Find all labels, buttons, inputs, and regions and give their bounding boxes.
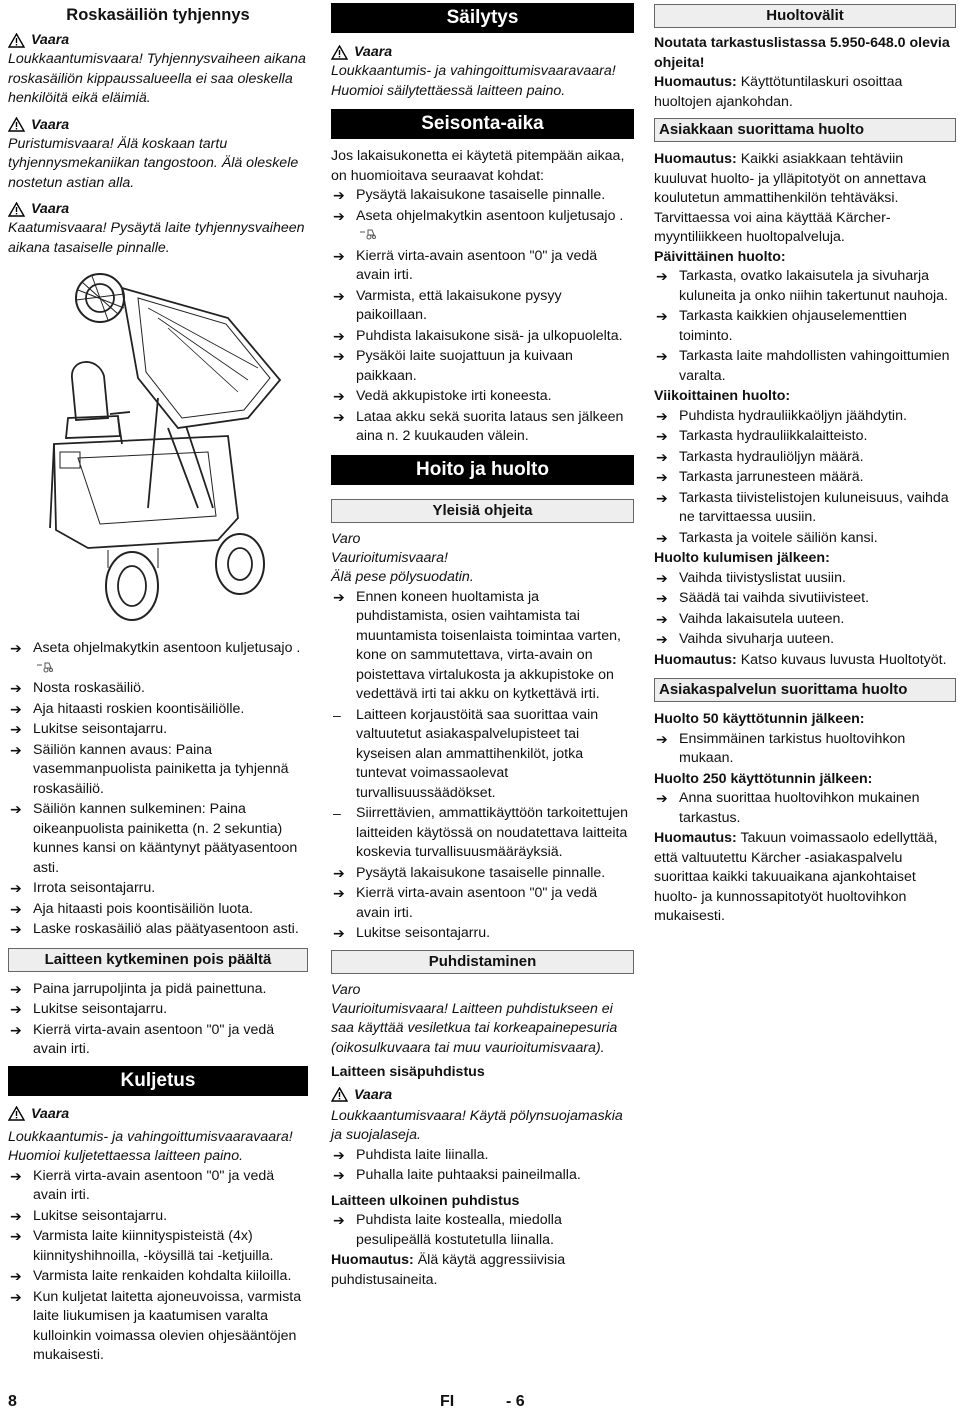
warning-label bbox=[331, 1085, 634, 1105]
list-item: ➔ Säädä tai vaihda sivutiivisteet. bbox=[654, 589, 956, 609]
list-item: ➔ Tarkasta ja voitele säiliön kansi. bbox=[654, 529, 956, 549]
arrow-right-icon: ➔ bbox=[656, 407, 668, 424]
list-item: ➔ Vedä akkupistoke irti koneesta. bbox=[331, 387, 634, 407]
arrow-right-icon: ➔ bbox=[10, 1167, 22, 1184]
arrow-right-icon: ➔ bbox=[333, 207, 345, 224]
subheading-outside-cleaning: Laitteen ulkoinen puhdistus bbox=[331, 1192, 520, 1209]
warning-triangle-icon bbox=[331, 45, 348, 60]
note: Huomautus: Kaikki asiakkaan tehtäviin kuuluvat huolto- ja ylläpitotyöt on annettava koulutetun ammattihenkilön tehtäväksi. Tarvittaessa voi aina käyttää Kärcher-myyntiliikkeen huoltopalveluja. bbox=[654, 151, 927, 245]
h50-steps bbox=[654, 730, 956, 769]
column-2 bbox=[331, 0, 634, 1290]
inside-steps bbox=[331, 1146, 634, 1186]
checklist-text: Noutata tarkastuslistassa 5.950-648.0 olevia ohjeita! bbox=[654, 35, 950, 71]
caution-text: Vaurioitumisvaara! Laitteen puhdistukseen ei saa käyttää vesiletkua tai korkeapainepesuria (oikosulkuvaara tai muu vaurioitumisvaara). bbox=[331, 1000, 618, 1056]
list-item: ➔ Puhdista laite liinalla. bbox=[331, 1146, 634, 1166]
list-item: – Laitteen korjaustöitä saa suorittaa vain valtuutetut asiakaspalvelupisteet tai kyseisen alan ammattihenkilöt, jotka tuntevat voimassaolevat turvallisuussäädökset. bbox=[333, 706, 599, 801]
arrow-right-icon: ➔ bbox=[10, 1207, 22, 1224]
arrow-right-icon: ➔ bbox=[656, 308, 668, 324]
list-item: ➔ Aseta ohjelmakytkin asentoon kuljetusajo . bbox=[331, 207, 634, 246]
list-item: ➔ Puhalla laite puhtaaksi paineilmalla. bbox=[331, 1166, 634, 1186]
section-title-service-maintenance: Asiakaspalvelun suorittama huolto bbox=[654, 678, 956, 702]
arrow-right-icon: ➔ bbox=[10, 921, 22, 937]
arrow-right-icon: ➔ bbox=[333, 327, 345, 344]
list-item: ➔ Tarkasta, ovatko lakaisutela ja sivuharja kuluneita ja onko niihin takertunut nauhoja. bbox=[656, 268, 948, 304]
arrow-right-icon: ➔ bbox=[333, 588, 345, 605]
page-number-left: 8 bbox=[8, 1393, 17, 1410]
warning-text: Loukkaantumisvaara! Tyhjennysvaiheen aikana roskasäiliön kippaussalueella ei saa oleskella henkilöitä eikä eläimiä. bbox=[8, 51, 306, 106]
standstill-intro: Jos lakaisukonetta ei käytetä pitempään aikaa, on huomioitava seuraavat kohdat: bbox=[331, 148, 625, 184]
arrow-right-icon: ➔ bbox=[656, 469, 668, 485]
list-item: ➔ Kierrä virta-avain asentoon "0" ja vedä avain irti. bbox=[333, 247, 598, 283]
warning-label bbox=[8, 199, 308, 219]
list-item: – Siirrettävien, ammattikäyttöön tarkoitettujen laitteiden käytössä on noudatettava laitteita koskevia turvallisuusmääräyksiä. bbox=[333, 805, 629, 860]
list-item: ➔ Säiliön kannen avaus: Paina vasemmanpuolista painiketta ja tyhjennä roskasäiliö. bbox=[10, 741, 289, 797]
arrow-right-icon: ➔ bbox=[656, 529, 668, 546]
section-title-general: Yleisiä ohjeita bbox=[331, 499, 634, 523]
h250-steps bbox=[654, 789, 956, 828]
arrow-right-icon: ➔ bbox=[333, 1167, 345, 1183]
list-item: ➔ Anna suorittaa huoltovihkon mukainen tarkastus. bbox=[656, 790, 920, 826]
arrow-right-icon: ➔ bbox=[333, 187, 345, 203]
list-item: ➔ Tarkasta jarrunesteen määrä. bbox=[654, 468, 956, 488]
arrow-right-icon: ➔ bbox=[10, 1228, 22, 1244]
section-title-customer-maintenance: Asiakkaan suorittama huolto bbox=[654, 118, 956, 142]
arrow-right-icon: ➔ bbox=[333, 885, 345, 901]
arrow-right-icon: ➔ bbox=[333, 925, 345, 941]
list-item: ➔ Vaihda tiivistyslistat uusiin. bbox=[654, 569, 956, 589]
warning-text: Loukkaantumis- ja vahingoittumisvaaravaara! Huomioi kuljetettaessa laitteen paino. bbox=[8, 1128, 293, 1164]
arrow-right-icon: ➔ bbox=[333, 348, 345, 364]
arrow-right-icon: ➔ bbox=[656, 610, 668, 627]
transport-steps bbox=[8, 1167, 308, 1366]
standstill-steps bbox=[331, 186, 634, 447]
warning-label bbox=[8, 1104, 308, 1124]
arrow-right-icon: ➔ bbox=[10, 1288, 22, 1305]
warning-label-text: Vaara bbox=[31, 32, 70, 48]
list-item: ➔ Tarkasta laite mahdollisten vahingoittumien varalta. bbox=[656, 348, 950, 384]
list-item: ➔ Vaihda lakaisutela uuteen. bbox=[654, 610, 956, 630]
list-item: ➔ Lataa akku sekä suorita lataus sen jälkeen aina n. 2 kuukauden välein. bbox=[333, 408, 624, 444]
transport-mode-icon bbox=[359, 228, 377, 240]
warning-label-text: Vaara bbox=[31, 116, 70, 133]
note: Huomautus: Älä käytä aggressiivisia puhdistusaineita. bbox=[331, 1252, 566, 1288]
warning-triangle-icon bbox=[8, 117, 25, 132]
list-item: ➔ Puhdista hydrauliikkaöljyn jäähdytin. bbox=[654, 407, 956, 427]
section-title-transport: Kuljetus bbox=[8, 1066, 308, 1096]
wear-steps bbox=[654, 569, 956, 650]
list-item: ➔ Nosta roskasäiliö. bbox=[8, 679, 308, 699]
note: Huomautus: Katso kuvaus luvusta Huoltotyöt. bbox=[654, 651, 947, 668]
sweeper-emptying-illustration bbox=[48, 268, 288, 628]
arrow-right-icon: ➔ bbox=[10, 700, 22, 717]
arrow-right-icon: ➔ bbox=[656, 489, 668, 506]
list-item: ➔ Varmista laite kiinnityspisteistä (4x) kiinnityshihnoilla, -köysillä tai -ketjuilla. bbox=[10, 1228, 274, 1264]
list-item: ➔ Tarkasta hydrauliikkalaitteisto. bbox=[654, 427, 956, 447]
section-title-emptying: Roskasäiliön tyhjennys bbox=[66, 6, 250, 24]
list-item: ➔ Tarkasta hydrauliöljyn määrä. bbox=[654, 448, 956, 468]
list-item: ➔ Lukitse seisontajarru. bbox=[8, 1000, 308, 1020]
daily-steps bbox=[654, 267, 956, 386]
section-title-standstill: Seisonta-aika bbox=[331, 109, 634, 139]
arrow-right-icon: ➔ bbox=[333, 864, 345, 881]
arrow-right-icon: ➔ bbox=[656, 590, 668, 606]
subheading-250h: Huolto 250 käyttötunnin jälkeen: bbox=[654, 770, 873, 787]
column-3 bbox=[654, 0, 956, 927]
arrow-right-icon: ➔ bbox=[10, 801, 22, 817]
list-item: ➔ Aja hitaasti roskien koontisäiliölle. bbox=[8, 700, 308, 720]
arrow-right-icon: ➔ bbox=[10, 980, 22, 997]
arrow-right-icon: ➔ bbox=[10, 880, 22, 896]
list-item: ➔ Lukitse seisontajarru. bbox=[8, 720, 308, 740]
arrow-right-icon: ➔ bbox=[10, 721, 22, 737]
subheading-50h: Huolto 50 käyttötunnin jälkeen: bbox=[654, 711, 865, 727]
list-item: ➔ Puhdista laite kostealla, miedolla pesulipeällä kostutetulla liinalla. bbox=[333, 1212, 562, 1248]
emptying-steps bbox=[8, 639, 308, 940]
list-item: ➔ Varmista laite renkaiden kohdalta kiiloilla. bbox=[8, 1267, 308, 1287]
list-item: ➔ Puhdista lakaisukone sisä- ja ulkopuolelta. bbox=[331, 327, 634, 347]
warning-text: Loukkaantumisvaara! Käytä pölynsuojamaskia ja suojalaseja. bbox=[331, 1107, 623, 1143]
arrow-right-icon: ➔ bbox=[656, 730, 668, 747]
list-item: ➔ Paina jarrupoljinta ja pidä painettuna. bbox=[8, 980, 308, 1000]
page-number-right: - 6 bbox=[506, 1393, 525, 1410]
arrow-right-icon: ➔ bbox=[656, 631, 668, 647]
list-item: ➔ Varmista, että lakaisukone pysyy paikoillaan. bbox=[333, 287, 562, 323]
warning-label bbox=[8, 115, 308, 135]
subheading-daily: Päivittäinen huolto: bbox=[654, 248, 786, 265]
column-1 bbox=[8, 0, 308, 1367]
warning-label bbox=[331, 42, 634, 62]
warning-triangle-icon bbox=[8, 33, 25, 48]
arrow-right-icon: ➔ bbox=[10, 741, 22, 758]
outside-steps bbox=[331, 1211, 634, 1250]
list-item: ➔ Lukitse seisontajarru. bbox=[8, 1207, 308, 1227]
section-title-intervals: Huoltovälit bbox=[654, 4, 956, 28]
caution-text: Älä pese pölysuodatin. bbox=[331, 569, 474, 585]
arrow-right-icon: ➔ bbox=[333, 408, 345, 425]
warning-triangle-icon bbox=[8, 202, 25, 217]
list-item: ➔ Pysäytä lakaisukone tasaiselle pinnalle. bbox=[331, 864, 634, 884]
general-dash-items bbox=[331, 706, 634, 863]
arrow-right-icon: ➔ bbox=[333, 388, 345, 404]
arrow-right-icon: ➔ bbox=[10, 640, 22, 656]
list-item: ➔ Ennen koneen huoltamista ja puhdistamista, osien vaihtamista tai muuntamista toisenlaista toimintaa varten, kone on sammutettava, virta-avain on poistettava virtalukosta ja akkupistoke on vedettävä irti tai akku on kytkettävä irti. bbox=[333, 588, 621, 702]
arrow-right-icon: ➔ bbox=[656, 268, 668, 284]
warning-text: Kaatumisvaara! Pysäytä laite tyhjennysvaiheen aikana tasaiselle pinnalle. bbox=[8, 220, 305, 256]
arrow-right-icon: ➔ bbox=[10, 1268, 22, 1284]
subheading-wear: Huolto kulumisen jälkeen: bbox=[654, 550, 830, 566]
list-item: ➔ Lukitse seisontajarru. bbox=[331, 924, 634, 944]
section-title-shutdown: Laitteen kytkeminen pois päältä bbox=[8, 948, 308, 972]
arrow-right-icon: ➔ bbox=[333, 1146, 345, 1163]
subheading-inside-cleaning: Laitteen sisäpuhdistus bbox=[331, 1064, 485, 1080]
warning-text: Puristumisvaara! Älä koskaan tartu tyhjennysmekaniikan tangostoon. Älä oleskele nostetun astian alla. bbox=[8, 135, 299, 191]
arrow-right-icon: ➔ bbox=[10, 900, 22, 917]
arrow-right-icon: ➔ bbox=[333, 287, 345, 304]
caution-label: Varo bbox=[331, 530, 361, 547]
list-item: ➔ Laske roskasäiliö alas päätyasentoon asti. bbox=[8, 920, 308, 940]
arrow-right-icon: ➔ bbox=[10, 680, 22, 696]
section-title-storage: Säilytys bbox=[331, 3, 634, 33]
arrow-right-icon: ➔ bbox=[656, 348, 668, 364]
warning-label-text: Vaara bbox=[31, 201, 70, 217]
list-item: ➔ Kierrä virta-avain asentoon "0" ja vedä avain irti. bbox=[333, 885, 598, 921]
list-item: ➔ Irrota seisontajarru. bbox=[8, 879, 308, 899]
section-title-cleaning: Puhdistaminen bbox=[331, 950, 634, 974]
caution-text: Vaurioitumisvaara! bbox=[331, 549, 448, 566]
arrow-right-icon: ➔ bbox=[10, 1001, 22, 1017]
arrow-right-icon: ➔ bbox=[10, 1021, 22, 1038]
general-steps-2 bbox=[331, 864, 634, 944]
arrow-right-icon: ➔ bbox=[656, 448, 668, 465]
note: Huomautus: Käyttötuntilaskuri osoittaa huoltojen ajankohdan. bbox=[654, 74, 903, 110]
warning-label-text: Vaara bbox=[31, 1105, 70, 1122]
note: Huomautus: Takuun voimassaolo edellyttää, että valtuutettu Kärcher -asiakaspalvelu suorittaa kaikki takuuaikana ajankohtaiset huolto- ja kunnossapitotyöt huoltovihkon mukaisesti. bbox=[654, 830, 938, 924]
shutdown-steps bbox=[8, 980, 308, 1060]
list-item: ➔ Aja hitaasti pois koontisäiliön luota. bbox=[8, 900, 308, 920]
arrow-right-icon: ➔ bbox=[333, 1212, 345, 1228]
arrow-right-icon: ➔ bbox=[333, 247, 345, 264]
warning-label-text: Vaara bbox=[354, 1086, 393, 1103]
warning-triangle-icon bbox=[331, 1087, 348, 1102]
list-item: ➔ Tarkasta kaikkien ohjauselementtien toiminto. bbox=[656, 308, 907, 344]
list-item: ➔ Ensimmäinen tarkistus huoltovihkon mukaan. bbox=[656, 730, 906, 766]
list-item: ➔ Kierrä virta-avain asentoon "0" ja vedä avain irti. bbox=[10, 1167, 275, 1203]
weekly-steps bbox=[654, 407, 956, 549]
section-title-care: Hoito ja huolto bbox=[331, 455, 634, 485]
list-item: ➔ Säiliön kannen sulkeminen: Paina oikeanpuolista painiketta (n. 2 sekuntia) kunnes kansi on kääntynyt päätyasentoon asti. bbox=[10, 801, 298, 876]
list-item: ➔ Vaihda sivuharja uuteen. bbox=[654, 630, 956, 650]
warning-label-text: Vaara bbox=[354, 44, 393, 60]
list-item: ➔ Kun kuljetat laitetta ajoneuvoissa, varmista laite liukumisen ja kaatumisen varalta kulloinkin voimassa olevien ohjesääntöjen mukaisesti. bbox=[10, 1288, 302, 1363]
list-item: ➔ Aseta ohjelmakytkin asentoon kuljetusajo . bbox=[8, 639, 308, 678]
arrow-right-icon: ➔ bbox=[656, 569, 668, 586]
arrow-right-icon: ➔ bbox=[656, 428, 668, 444]
list-item: ➔ Pysäköi laite suojattuun ja kuivaan paikkaan. bbox=[333, 348, 573, 384]
warning-triangle-icon bbox=[8, 1106, 25, 1121]
general-steps bbox=[331, 588, 634, 705]
transport-mode-icon bbox=[36, 661, 54, 673]
list-item: ➔ Tarkasta tiivistelistojen kuluneisuus, vaihda ne tarvittaessa uusiin. bbox=[656, 489, 949, 525]
caution-label: Varo bbox=[331, 981, 361, 998]
arrow-right-icon: ➔ bbox=[656, 790, 668, 806]
language-code: FI bbox=[440, 1393, 455, 1410]
subheading-weekly: Viikoittainen huolto: bbox=[654, 388, 791, 404]
warning-label bbox=[8, 30, 308, 50]
list-item: ➔ Pysäytä lakaisukone tasaiselle pinnalle. bbox=[331, 186, 634, 206]
warning-text: Loukkaantumis- ja vahingoittumisvaaravaara! Huomioi säilytettäessä laitteen paino. bbox=[331, 63, 616, 99]
list-item: ➔ Kierrä virta-avain asentoon "0" ja vedä avain irti. bbox=[10, 1021, 275, 1057]
